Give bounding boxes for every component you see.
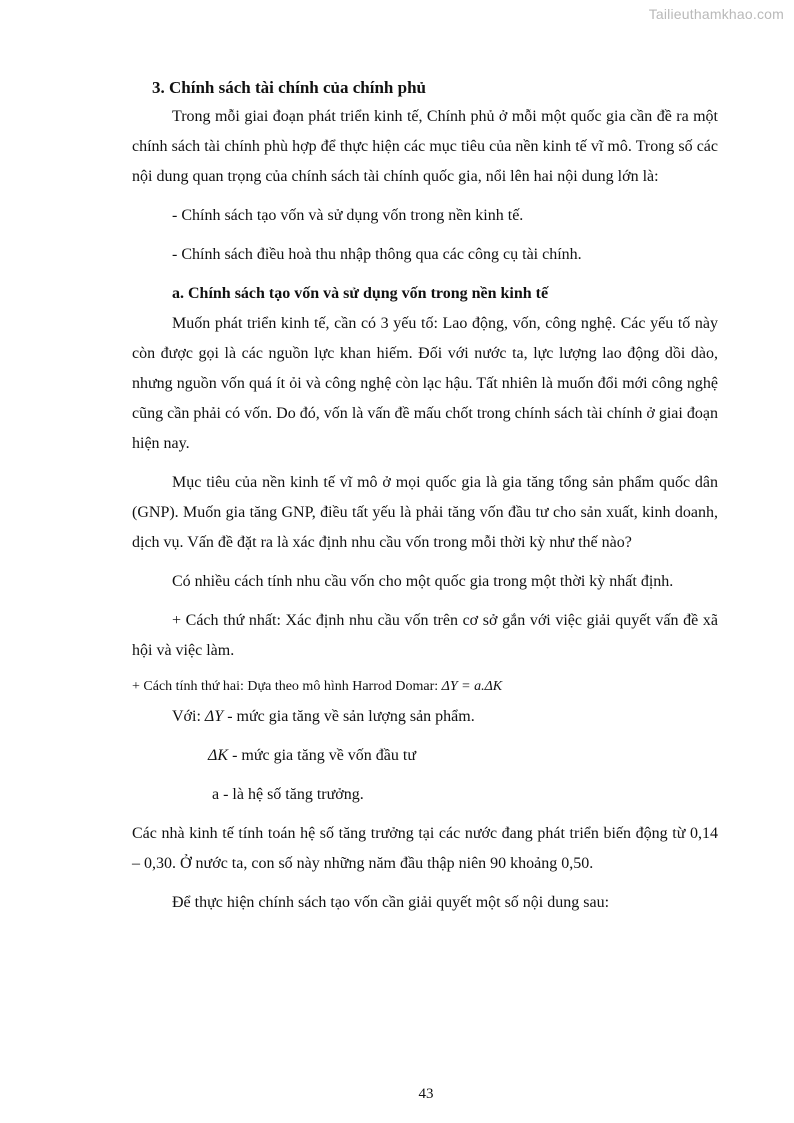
paragraph-methods: Có nhiều cách tính nhu cầu vốn cho một quốc gia trong một thời kỳ nhất định. [172, 573, 674, 590]
paragraph-gnp: Mục tiêu của nền kinh tế vĩ mô ở mọi quốc gia là gia tăng tổng sản phẩm quốc dân (GNP). Muốn gia tăng GNP, điều tất yếu là phải tăng vốn đầu tư cho sản xuất, kinh doanh, dịch vụ. Vấn đề đặt ra là xác định nhu cầu vốn trong mỗi thời kỳ như thế nào? [132, 474, 718, 551]
paragraph-conclusion: Để thực hiện chính sách tạo vốn cần giải quyết một số nội dung sau: [172, 894, 610, 911]
paragraph-coefficient: Các nhà kinh tế tính toán hệ số tăng trưởng tại các nước đang phát triển biến động từ 0,14 – 0,30. Ở nước ta, con số này những năm đầu thập niên 90 khoảng 0,50. [132, 825, 718, 872]
with-label: Với: [172, 708, 201, 725]
method-one: + Cách thứ nhất: Xác định nhu cầu vốn trên cơ sở gắn với việc giải quyết vấn đề xã hội và việc làm. [132, 612, 718, 659]
bullet-item: - Chính sách điều hoà thu nhập thông qua các công cụ tài chính. [172, 246, 582, 263]
watermark: Tailieuthamkhao.com [648, 6, 784, 22]
page-body [132, 74, 718, 918]
definition-dk [132, 741, 718, 771]
dy-symbol: ΔY [204, 708, 224, 725]
definition-a: a - là hệ số tăng trưởng. [212, 786, 364, 803]
section-title: 3. Chính sách tài chính của chính phủ [152, 78, 426, 97]
method-two-text: + Cách tính thứ hai: Dựa theo mô hình Harrod Domar: [132, 679, 439, 694]
dk-description: - mức gia tăng về vốn đầu tư [232, 747, 417, 764]
intro-paragraph: Trong mỗi giai đoạn phát triển kinh tế, Chính phủ ở mỗi một quốc gia cần đề ra một chính sách tài chính phù hợp để thực hiện các mục tiêu của nền kinh tế vĩ mô. Trong số các nội dung quan trọng của chính sách tài chính quốc gia, nổi lên hai nội dung lớn là: [132, 108, 718, 185]
definition-dy [132, 702, 718, 732]
bullet-item: - Chính sách tạo vốn và sử dụng vốn trong nền kinh tế. [172, 207, 524, 224]
dy-description: - mức gia tăng về sản lượng sản phẩm. [227, 708, 475, 725]
method-two [132, 672, 718, 702]
paragraph-resources: Muốn phát triển kinh tế, cần có 3 yếu tố: Lao động, vốn, công nghệ. Các yếu tố này còn được gọi là các nguồn lực khan hiếm. Đối với nước ta, lực lượng lao động dồi dào, nhưng nguồn vốn quá ít ỏi và công nghệ còn lạc hậu. Tất nhiên là muốn đổi mới công nghệ cũng cần phải có vốn. Do đó, vốn là vấn đề mấu chốt trong chính sách tài chính ở giai đoạn hiện nay. [132, 315, 718, 452]
harrod-domar-formula: ΔY = a.ΔK [441, 679, 503, 694]
subsection-title: a. Chính sách tạo vốn và sử dụng vốn trong nền kinh tế [172, 285, 549, 302]
dk-symbol: ΔK [208, 747, 229, 764]
page-number: 43 [418, 1086, 434, 1102]
